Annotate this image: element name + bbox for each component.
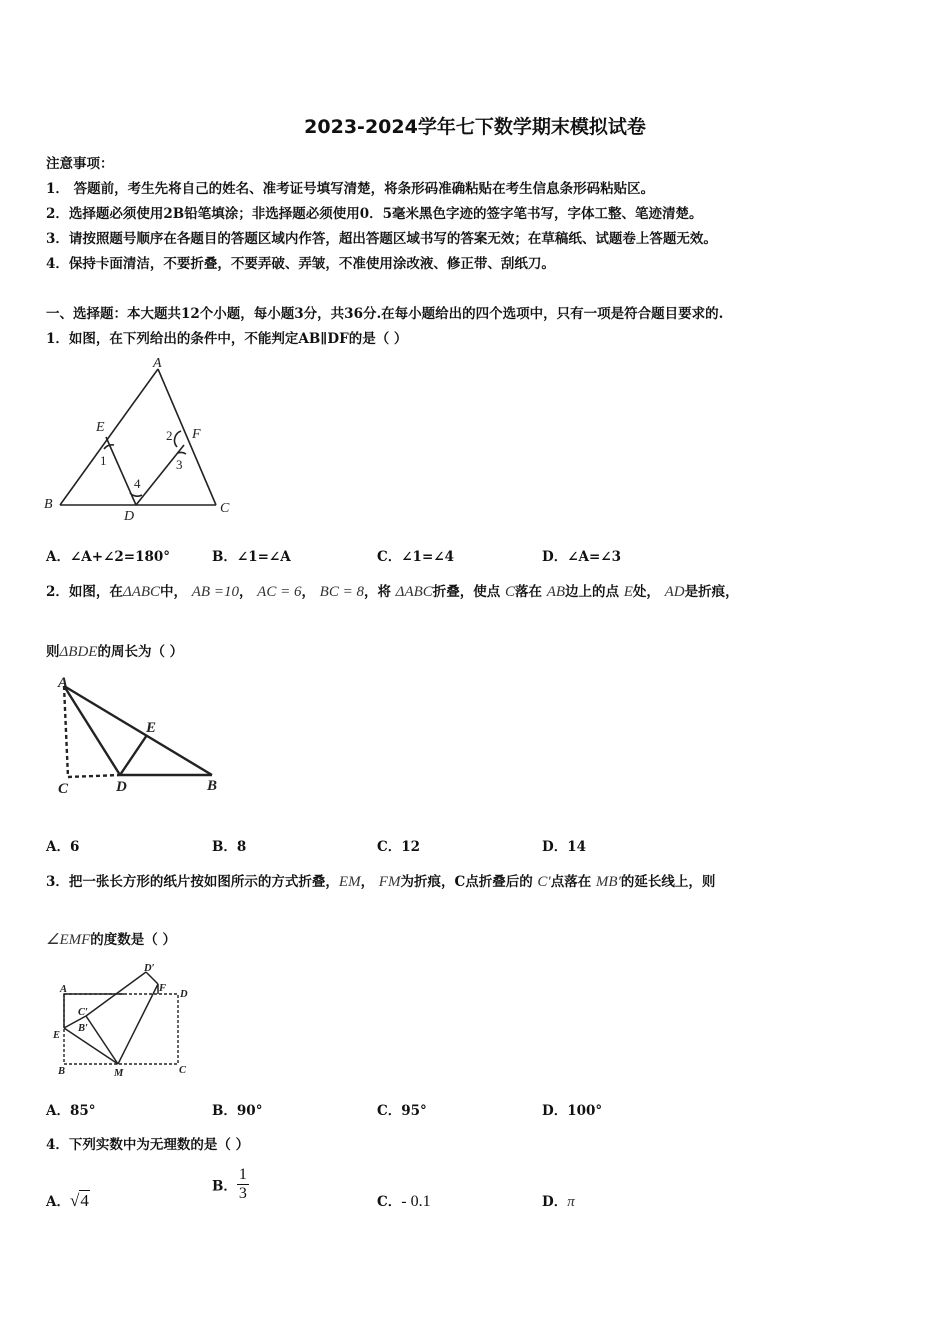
q1-figure [40, 355, 240, 525]
vertex-label-d: D [124, 509, 135, 524]
q2-stem: 2．如图，在ΔABC中， AB =10， AC = 6， BC = 8，将 ΔABC折叠，使点 C落在 AB边上的点 E处， AD是折痕， [46, 584, 739, 600]
vertex-label-f: F [192, 427, 201, 442]
q3-option-a[interactable]: A．85° [46, 1103, 96, 1119]
vertex-label-b: B [207, 778, 218, 794]
q2-option-a[interactable]: A．6 [46, 839, 80, 855]
vertex-label-a: A [60, 984, 68, 995]
q2-option-c[interactable]: C．12 [377, 839, 421, 855]
q2-stem-cont: 则ΔBDE的周长为（ ） [46, 644, 184, 660]
vertex-label-c-prime: C′ [78, 1007, 88, 1018]
q4-option-b[interactable]: B． $\frac{1}{3}$ [212, 1166, 247, 1202]
vertex-label-d: D [180, 989, 188, 1000]
angle-label-4: 4 [134, 476, 141, 491]
vertex-label-m: M [114, 1068, 124, 1079]
q3-option-b[interactable]: B．90° [212, 1103, 263, 1119]
q1-option-c[interactable]: C．∠1=∠4 [377, 549, 454, 565]
q4-option-a[interactable]: A．√4 [46, 1191, 89, 1210]
vertex-label-d: D [116, 779, 127, 795]
vertex-label-b: B [44, 497, 53, 512]
q1-stem: 1．如图，在下列给出的条件中，不能判定AB∥DF的是（ ） [46, 331, 408, 347]
angle-label-2: 2 [166, 428, 173, 443]
q2-option-d[interactable]: D．14 [542, 839, 586, 855]
q3-stem: 3．把一张长方形的纸片按如图所示的方式折叠，EM， FM为折痕，C点折叠后的 C′点落在 MB′的延长线上，则 [46, 874, 716, 890]
q4-stem: 4．下列实数中为无理数的是（ ） [46, 1137, 250, 1153]
q4-option-c[interactable]: C．- 0.1 [377, 1193, 431, 1210]
q2-option-b[interactable]: B．8 [212, 839, 247, 855]
notice-item: 1． 答题前，考生先将自己的姓名、准考证号填写清楚，将条形码准确粘贴在考生信息条形码粘贴区。 [46, 181, 655, 197]
vertex-label-b: B [58, 1066, 66, 1077]
vertex-label-a: A [153, 356, 162, 371]
q1-option-a[interactable]: A．∠A+∠2=180° [46, 549, 171, 565]
notice-item: 2．选择题必须使用2B铅笔填涂；非选择题必须使用0．5毫米黑色字迹的签字笔书写，字体工整、笔迹清楚。 [46, 206, 703, 222]
vertex-label-c: C [58, 781, 69, 797]
q3-option-c[interactable]: C．95° [377, 1103, 427, 1119]
vertex-label-f: F [159, 983, 167, 994]
angle-label-3: 3 [176, 457, 183, 472]
notice-heading: 注意事项： [46, 156, 114, 172]
q3-stem-cont: ∠EMF的度数是（ ） [46, 932, 176, 948]
q1-option-b[interactable]: B．∠1=∠A [212, 549, 291, 565]
q4-option-d[interactable]: D．π [542, 1194, 575, 1210]
vertex-label-e: E [53, 1030, 61, 1041]
q3-option-d[interactable]: D．100° [542, 1103, 603, 1119]
page-title: 2023-2024学年七下数学期末模拟试卷 [304, 116, 646, 138]
vertex-label-d-prime: D′ [144, 963, 155, 974]
q2-figure [50, 672, 240, 802]
q3-figure [46, 958, 206, 1080]
vertex-label-c: C [220, 501, 230, 516]
q1-option-d[interactable]: D．∠A=∠3 [542, 549, 622, 565]
notice-item: 4．保持卡面清洁，不要折叠，不要弄破、弄皱，不准使用涂改液、修正带、刮纸刀。 [46, 256, 555, 272]
notice-item: 3．请按照题号顺序在各题目的答题区域内作答，超出答题区域书写的答案无效；在草稿纸、试题卷上答题无效。 [46, 231, 717, 247]
vertex-label-e: E [96, 420, 105, 435]
vertex-label-c: C [179, 1065, 187, 1076]
vertex-label-e: E [146, 720, 157, 736]
vertex-label-a: A [58, 675, 69, 691]
section-heading: 一、选择题：本大题共12个小题，每小题3分，共36分.在每小题给出的四个选项中，只有一项是符合题目要求的. [46, 306, 724, 322]
vertex-label-b-prime: B′ [78, 1023, 88, 1034]
angle-label-1: 1 [100, 453, 107, 468]
